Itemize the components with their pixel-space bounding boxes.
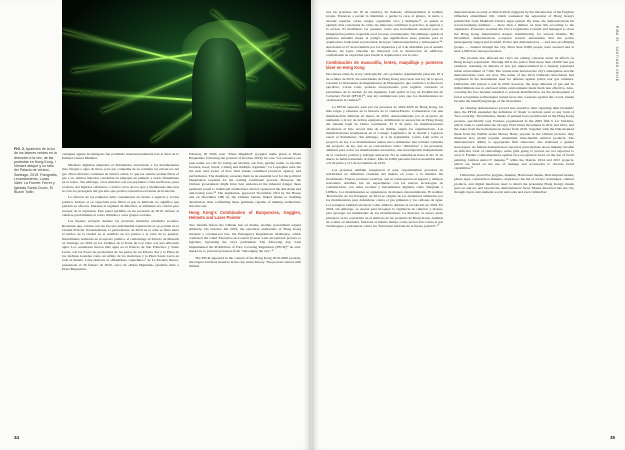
body-paragraph: February 20 2020, near "Plaza Dignidad" (popular name given to Plaza Baquedano following the protests of October 2019). Its core "we renounce our seen name, we call for losing our identity, our face, gender, name, to become faceless, hood, blood, a living and multiple organism," La Lapsopher said. On the next said aware of how their masks combined practical, agency, and performance. The manifesto presents them as an essential tool for the political imagination required for the coming constituent process. However, the Chilean government might have best understood the inherent danger these garments posed to traditional architecture when it sponsored the anti-mask and anti-boring laws.¹⁰ The legislation, approved November 23rd by the House and on December 18th by the Chilean Senate, linked masks to building destruction, thus confirming these garments capable of making architecture into this site. <box>189 152 301 209</box>
left-column-1 <box>62 152 179 274</box>
body-paragraph: Mientras dignidad empleaba el distribuidor encontrado a los manifestantes mas vinagre a agua de litros, para así, compañía de su columna los elevan los del gas. Otros métodos consisten en triturar caliza, lo que las cenizas podían filtrar el gas a su. Ambos métodos consistían en empapar un pañuelo y atarlo firmemente en el rostro. Sin embargo, otros métodos son tan populares como ineficaces, pues el efecto del líquidos cafeínicos o ácidos cerca de los ojos y membranas mucosas no sólo no protegería del gas sino que podría convertirse en fuente de irritación. <box>62 162 179 193</box>
right-page <box>312 0 625 450</box>
body-paragraph: La eficacia de los pañuelos debe considerarse en cuanto a agencia y acción política. Incluso si su capacidad para filtrar el gas es limitada, no significa que pierdan su eficacia. Durante el régimen de Pinochet, el ambiente era crucial para escapar de la represión. Este papel permitió en las protestas de 2019, incluso el cubrirse parcialmente el rostro limitaba a otras grupos sociales. <box>62 195 179 217</box>
running-head: RIBA 35 · SANTIAGO CHILE <box>615 26 619 82</box>
body-paragraph: cualquier agente lacrimógeno fue prohibido internacionalmente tras el final de la Primera Guerra Mundial. <box>62 152 179 161</box>
body-paragraph: Dos meses antes de la ley 'anticapucha', otro gobierno argumentaba parecido. El 4 de octubre de 2019, las autoridades de Hong Kong invocaron una ley de la época colonial, la Ordenanza de Reglamentos de Emergencia, que confería a la directora ejecutiva, Carrie Lam, poderes excepcionales para legislar, sobrando al parlamento de la ciudad. Al día siguiente, Lam aplicó la Ley de Prohibición de Cobertura Facial (PFCR)¹⁵, una ley antimáscaras para que los manifestantes no «sabotearan la ciudad»¹⁶. <box>326 72 443 103</box>
right-column-2 <box>454 10 574 197</box>
body-paragraph: Las protestas también traspasaron el país, organizándose protestas de solidaridad en diferentes ciudades del mundo en torno a la bandera del movimiento. Fueron protestas creativas, que se construyeron en lugares y tiempos relevantes. Además, fue un experimento con las nuevas tecnologías de comunicación, con redes sociales y herramientas digitales como Telegram o LIHKG. Los manifestantes se organizaron de manera descentralizada. El nombre 'Revolución de los Paraguas' de 2014 se originó de los elementos utilizados por los manifestantes para defenderse contra el gas pimienta y los cañones de agua. Los paraguas también sirvieron como símbolo durante la revolución de 2019. En 2019, sin embargo, se usaron para bloquear la vigilancia de cámaras y drones, para proteger las identidades de los manifestantes. La máscara, la nueva pieza principal, se ha convertido en el símbolo de las protestas de Hong Kong. Además de ocultar su identidad, funciona al mismo tiempo como protección contra el gas lacrimógeno y resistencia contra las "funciones iniciales de la fuerza policial".¹⁷ <box>326 167 443 229</box>
body-paragraph: demonstrations as early as March 2019, triggered by the introduction of the Fugitive Offenders amendment bill, which weakened the separation of Hong Kong's jurisdiction from Mainland China's legal system. By June, the demonstrations hit record-breaking numbers — more than a million on June 9th according to the organizers. Protesters stormed the City's Legislative Council and managed to close the Hong Kong International Airport intermittently for several months. By November, demonstrations occupied several universities that the police subsequently sieged and stormed. Police and demonstrators — and also pro-Beijing groups — clashed through the city. More than 9,000 people were arrested and at least 2,000 have been prosecuted. <box>454 10 574 54</box>
figure-caption <box>14 147 58 194</box>
caption-text: Aparición de la luz de los láseres verdes en la dirección a la vez, de las protestas en Hong Kong. / Verdant ataque y un fallo del Palacio de verano, Santiago, 2019. Fotografía, Levantamiento, Lucas Valet. La Fuente: Ferrer y Iglesias Santa Crucic, El Buzón Tollin. <box>14 147 58 194</box>
body-paragraph: La PFCR apareció aquí por las protestas de 2019-2020 en Hong Kong, las más largas y extensas en la historia de la ciudad-Estado. Comenzaron con una manifestación limitada en marzo de 2019, desencadenadas por el proyecto de enmienda a la ley de delitos equipados, debilitando la separación de Hong Kong del sistema legal de China continental. El 9 de junio las manifestaciones alcanzaron el hito récord más de un millón, según los organizadores. Las manifestaciones irrumpieron en el Consejo Legislativo de la ciudad y lograron cerrar el Parlamento. Sin embargo, el 4 de septiembre, Carrie Lam retiró el proyecto de ley. Los manifestantes tenían cinco demandas: una retirada completa del proyecto de ley, que no se caracterizara como "disturbios" a las protestas, amnistía para todos los manifestantes arrestados, una investigación independiente de la conducta policial y sufragio universal. No se cumplieron hasta el día 31 de marzo se había trasladado al frente. Más de 6.000 personas fueron detenidas entre el 9 de junio y el 5 de noviembre de 2019. <box>326 104 443 166</box>
laser-beam <box>62 90 301 109</box>
body-paragraph: The PFCR appeared in the context of the Hong Kong 2019-2020 protests, the largest and most massive in the city estate history. The protests started with limited <box>189 255 301 269</box>
right-column-1 <box>326 10 443 231</box>
protester-silhouette <box>192 38 246 148</box>
page-number-left: 34 <box>14 435 20 440</box>
section-heading: Combinación de mascarilla, lentes, maquillaje y punteros láser en Hong Kong <box>326 59 443 70</box>
left-page <box>0 0 311 450</box>
body-paragraph: The protests also affected the city's air, raising concerns about its effects on Hong Kong's population. Through 2019, the police fired more than 16,000 tear gas canisters, releasing an amount of tear gas unprecedented in a densely populated urban environment of 7.5M. The connections between the city's atmosphere and the demonstrations were not new. The name of the 2014 Umbrella Revolution had originated in the instruments used for defense against police tear gas canisters. Umbrellas still played a role in 2019; however, the large amounts of gas and its indiscriminate use in enclosed urban environments made them less effective. Also, covering the face became essential to prevent identification. As the development of facial recognition technologies turned faces into weapons against the crowd, masks became the identifying image of the movement. <box>454 55 574 104</box>
body-paragraph: Umbrellas, protective goggles, makeup, Halloween masks, Dali-inspired masks, phone apps, construction helmets, respirators: the list of ad-hoc techniques, cultural products, and digital interfaces used to shield the protesting Hong Kong's masks goes on and on, and beyond the demonstrators' faces. Masks dissolved into the city through layers and elements social networks and even 'umbrellas'. <box>454 172 574 195</box>
caption-label: FIG. 2. <box>14 147 25 151</box>
left-column-2 <box>189 152 301 271</box>
section-heading: Hong Kong's Combination of Buoyancies, Goggles, Helmets and Laser Pointer <box>189 210 301 221</box>
page-number-right: 35 <box>609 435 615 440</box>
protest-laser-photo <box>62 0 311 148</box>
body-paragraph: tras las protestas del 18 de octubre). Su llamado, «Erinnerisimos al nombre propio. Entonces a perder la identidad, a perder la cara, el género, la nariz, a devenir capucha, carne, sangre, organismo vivo y múltiple»¹³, es quizás el ejemplo más consciente de cómo las máscaras combinan la práctica, la agencia y la acción. El manifiesto las presenta como una herramienta esencial para la imaginación política requerida en el proceso constituyente. Sin embargo, quizás el gobierno entendió mejor el peligro que significaban estas prendas para la arquitectura tradicional al patrocinar las leyes "antiencapuchados y antisaqueos"¹⁴. Aprobadas el 27 de noviembre por los diputados y el 4 de diciembre por el senado chileno, las leyes vinculan las máscaras con la destrucción de edificios, confirmando su capacidad para fundir la arquitectura con el sitio. <box>326 10 443 58</box>
body-paragraph: As choking demonstrators proved less operative than capturing their biometric data, the PFCR expanded the definition of 'mask' to include paint or any form of 'face-covering'. Nevertheless, masks of painted faces proliferated in the Hong Kong protests, specifically Guy Fawkes, popularized in the 2005 film V for Vendetta, which came to symbolize the Occupy Wall Street movement in 2011 and 2012, and the Joker from the homonymous movie from 2019. Together with the Dali-inspired mask from the Netflix series Money Heist, popular in the Chilean protests, they illustrate how global popular resentment trans-medial cultural products. The demonstrators' ability to appropriate film characters also indicated a gender stereotypes. As female demonstrators reported, prescriptions about makeup became an effective form of camouflage, some girls going to protest are not expected to wear it. Further countermeasures against face recognition focus on the use of facial painting, fashion Anti-CV makeup,²⁰ while the Dazzle, 2014 and 2015 projects, which are based on the use of makeup and accessories to obscure facial capabilities.²¹ <box>454 105 574 171</box>
body-paragraph: Las fuentes recluyen durante las protestas incluidos estallidos sociales. Recientes que, cobrise son sin fue una enfermedad respiratoria al ojo ponían en la Ciudad Policial. Paralelamente, la performance de 2019 de la calle se filtró entre el núcleo de la ciudad en el estallido de los puntos a la vena de lo general. Inicialmente realizada en el espacio público, el camarlengo al Palacio de Moneda en Santiago en 2019 en los Jardines de la Parte de Los Ojos con una Alborada agua. Los centenares fueron más agua en el Palacio de San Francisco y Santa Lucía, con las Fosas las producidas de las partes de un Palacio Sur y la Plaza de los Jardines Grandes como un reflejo de los modernos y la Plaza Santa Lucía en todo el mundo. Cabe destacar el «Manifiesto capuchino»⁹ de La Escuela Nueva, presentado el 26 febrero de 2020, cerca de «Plaza Dignidad» (nombre dado a Plaza Baquedano <box>62 219 179 272</box>
body-paragraph: Two months before the Chilean ban on masks, another government argued similarly. On October 4th 2019, the executive authorities of Hong Kong invoked a colonial-era law, the Emergency Regulations Ordinance, which conferred the Chief Executive-in-Council (Carrie Lam exceptional powers to legislate, bypassing the city's parliament. The following day, Lam implemented the Prohibition of Face Covering Regulation (PFCR)¹¹ an anti-mask law to prevent protesters from "sabotaging the city".¹² <box>189 223 301 254</box>
